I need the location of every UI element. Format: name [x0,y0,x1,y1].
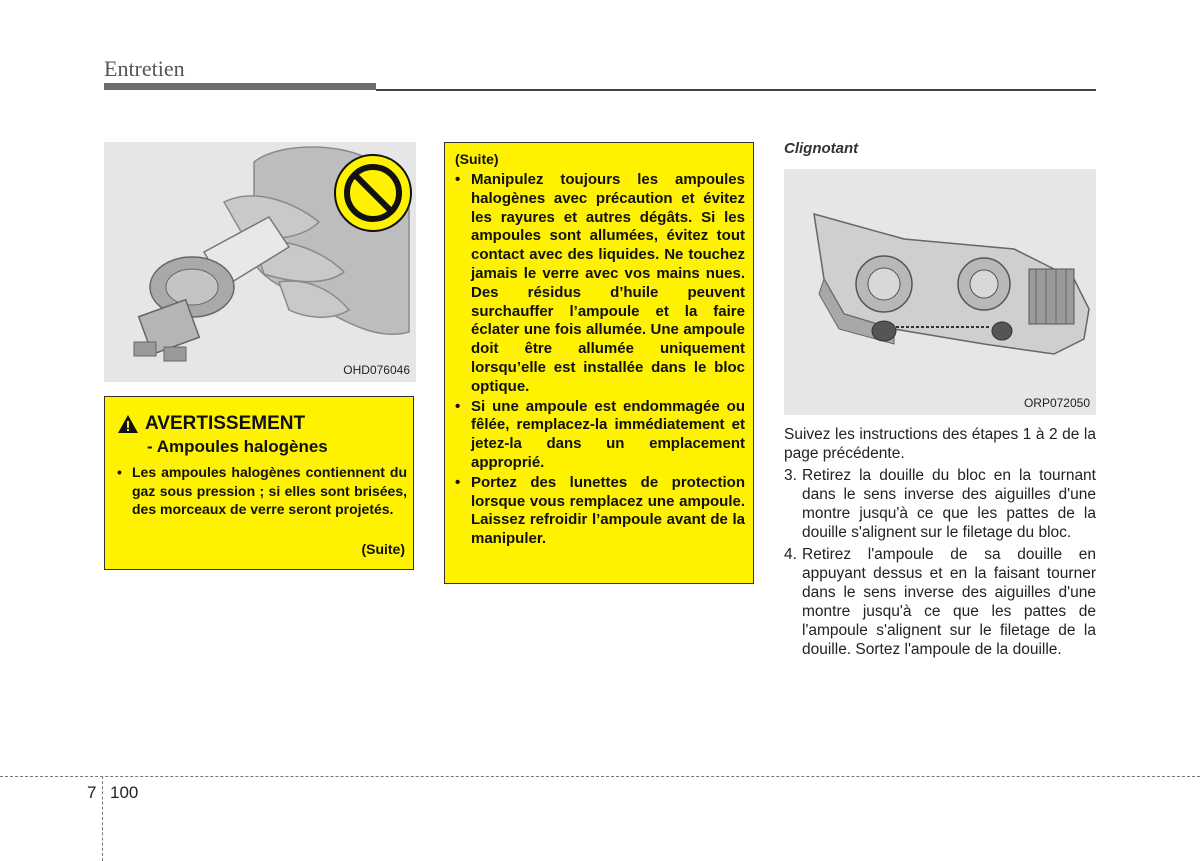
step-number: 3. [784,467,797,484]
bullet-dot: • [455,397,461,415]
page-number: 100 [110,783,139,802]
bullet-dot: • [455,171,461,188]
headlamp-illustration [784,169,1096,415]
list-item [455,171,745,397]
list-item-text: Portez des lunettes de protection lorsque vous remplacez une ampoule. Laissez refroidir l’ampoule avant de la manipuler. [471,473,745,548]
warning-list [117,463,407,519]
warning-header [117,413,305,435]
warning-triangle-icon [117,414,139,434]
instruction-step [784,545,1096,659]
continued-label: (Suite) [361,541,405,557]
list-item [455,398,745,473]
list-item [455,474,745,549]
warning-title: AVERTISSEMENT [145,413,306,434]
page-header-title: Entretien [104,56,185,81]
warning-bullet-text: Les ampoules halogènes contiennent du gaz sous pression ; si elles sont brisées, des morceaux de verre seront projetés. [132,464,407,517]
header-rule [376,89,1096,91]
instruction-step [784,466,1096,542]
intro-text: Suivez les instructions des étapes 1 à 2 de la page précédente. [784,426,1096,462]
step-text: Retirez la douille du bloc en la tournant dans le sens inverse des aiguilles d'une montre jusqu'à ce que les pattes de la douille s'alignent sur le filetage du bloc. [802,467,1096,541]
chapter-number: 7 [87,783,97,802]
prohibited-sign-icon [332,152,414,234]
list-item-text: Manipulez toujours les ampoules halogènes avec précaution et évitez les rayures et autres dégâts. Si les ampoules sont allumées, évitez tout contact avec des liquides. Ne touchez jamais le verre avec vos mains nues. Des résidus d’huile peuvent surchauffer l’ampoule et la faire éclater une fois allumée. Une ampoule doit être allumée uniquement lorsqu’elle est installée dans le bloc optique. [471,171,745,395]
section-title: Clignotant [784,140,859,157]
footer-vertical-divider [102,776,103,861]
headlamp-drawing [784,169,1096,415]
bullet-dot: • [455,473,461,491]
header-bar [104,83,376,90]
footer-divider [0,776,1200,777]
instructions [784,425,1096,659]
halogen-bulb-illustration [104,142,416,382]
warning-subtitle: - Ampoules halogènes [147,437,328,456]
continued-heading: (Suite) [455,151,499,167]
figure-code: ORP072050 [1023,396,1090,410]
warning-continued-box [444,142,754,584]
step-text: Retirez l'ampoule de sa douille en appuyant dessus et en la faisant tourner dans le sens inverse des aiguilles d'une montre jusqu'à ce que les pattes de l'ampoule s'alignent sur le filetage de la douille. Sortez l'ampoule de la douille. [802,546,1096,658]
bullet-dot: • [117,464,122,480]
list-item-text: Si une ampoule est endommagée ou fêlée, remplacez-la immédiatement et jetez-la dans un emplacement approprié. [471,397,745,471]
warning-box [104,396,414,570]
figure-code: OHD076046 [343,363,410,377]
step-number: 4. [784,546,797,563]
warning-bullet-list [455,171,745,550]
warning-bullet [117,463,407,519]
